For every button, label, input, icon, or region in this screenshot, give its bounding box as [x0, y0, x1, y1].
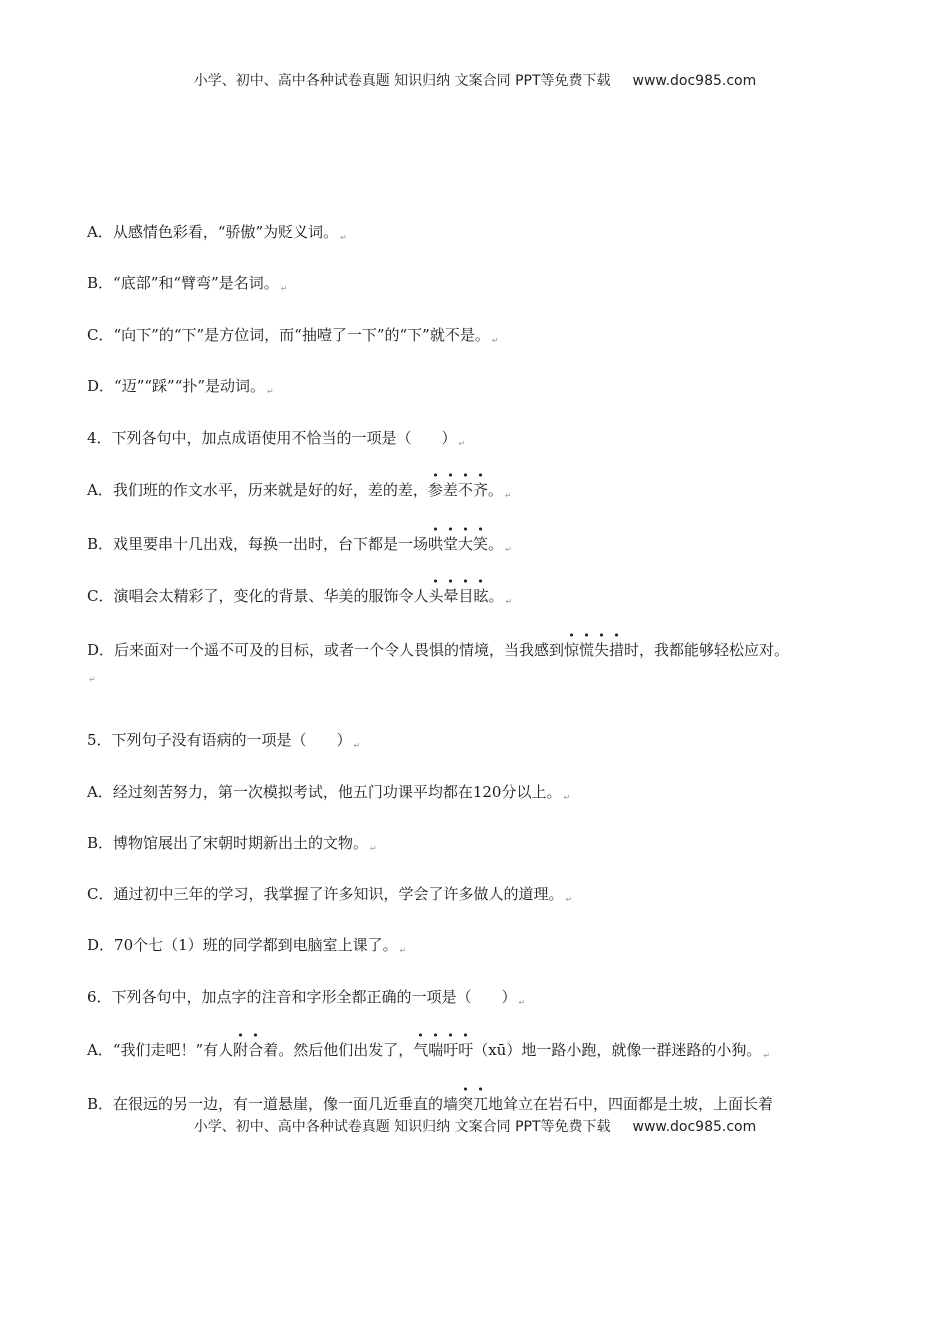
q6-option-b: B．在很远的另一边，有一道悬崖，像一面几近垂直的墙突兀地耸立在岩石中，四面都是土坡，上面长着: [87, 1095, 774, 1113]
q3-option-b: B．“底部”和“臂弯”是名词。 $_↵$: [87, 274, 288, 293]
paragraph-mark-icon: ↵: [267, 387, 274, 396]
dotted-word: 附合: [233, 1041, 264, 1059]
q4-option-d: D．后来面对一个遥不可及的目标，或者一个令人畏惧的情境，当我感到惊慌失措时，我都能够轻松应对。: [87, 641, 790, 659]
dotted-idiom: 哄堂大笑: [428, 535, 489, 553]
paragraph-mark-icon: ↵: [458, 439, 466, 448]
dotted-idiom: 参差不齐: [427, 481, 488, 499]
q3-option-c: C．“向下”的“下”是方位词，而“抽噎了一下”的“下”就不是。 $_↵$: [87, 326, 499, 345]
dotted-idiom: 头晕目眩: [428, 587, 489, 605]
q5-option-d: D．70个七（1）班的同学都到电脑室上课了。 $_↵$: [87, 936, 407, 955]
paragraph-mark-icon: ↵: [505, 545, 512, 554]
q5-option-b: B．博物馆展出了宋朝时期新出土的文物。 $_↵$: [87, 834, 377, 853]
q3-option-d: D．“迈”“踩”“扑”是动词。 $_↵$: [87, 377, 274, 396]
q5-stem: 5．下列句子没有语病的一项是（ ） $_↵$: [87, 731, 361, 750]
page-header: [0, 70, 950, 90]
paragraph-mark-icon: ↵: [399, 946, 407, 955]
paragraph-mark-icon: ↵: [504, 491, 512, 500]
dotted-word: 气喘吁吁: [413, 1041, 474, 1059]
paragraph-mark-icon: ↵: [340, 233, 347, 242]
q4-option-b: B．戏里要串十几出戏，每换一出时，台下都是一场哄堂大笑。 $_↵$: [87, 535, 512, 554]
dotted-idiom: 惊慌失措: [564, 641, 625, 659]
q6-option-a: A．“我们走吧！”有人附合着。然后他们出发了，气喘吁吁（xū）地一路小跑，就像一群迷路的小狗。 $_↵$: [87, 1041, 771, 1060]
q5-option-c: C．通过初中三年的学习，我掌握了许多知识，学会了许多做人的道理。 $_↵$: [87, 885, 573, 904]
q5-option-a: A．经过刻苦努力，第一次模拟考试，他五门功课平均都在120分以上。 $_↵$: [87, 783, 571, 802]
paragraph-mark-icon: ↵: [491, 336, 499, 345]
header-text: 小学、初中、高中各种试卷真题 知识归纳 文案合同 PPT等免费下载: [193, 73, 611, 89]
q4-option-d-end: [87, 664, 96, 690]
q3-option-a: A．从感情色彩看，“骄傲”为贬义词。 $_↵$: [87, 223, 347, 242]
dotted-word: 突兀: [458, 1095, 489, 1113]
paragraph-mark-icon: ↵: [505, 597, 513, 606]
paragraph-mark-icon: ↵: [563, 793, 571, 802]
paragraph-mark-icon: ↵: [565, 895, 573, 904]
paragraph-mark-icon: ↵: [280, 284, 288, 293]
page-footer: [0, 1116, 950, 1136]
q6-stem: 6．下列各句中，加点字的注音和字形全都正确的一项是（ ） $_↵$: [87, 988, 526, 1007]
q4-option-c: C．演唱会太精彩了，变化的背景、华美的服饰令人头晕目眩。 $_↵$: [87, 587, 513, 606]
q4-stem: 4．下列各句中，加点成语使用不恰当的一项是（ ） $_↵$: [87, 429, 466, 448]
q4-option-a: A．我们班的作文水平，历来就是好的好，差的差，参差不齐。 $_↵$: [87, 481, 512, 500]
footer-site: www.doc985.com: [632, 1119, 757, 1135]
paragraph-mark-icon: ↵: [89, 675, 96, 684]
paragraph-mark-icon: ↵: [353, 741, 361, 750]
paragraph-mark-icon: ↵: [763, 1051, 771, 1060]
footer-text: 小学、初中、高中各种试卷真题 知识归纳 文案合同 PPT等免费下载: [193, 1119, 611, 1135]
paragraph-mark-icon: ↵: [518, 998, 526, 1007]
paragraph-mark-icon: ↵: [370, 844, 377, 853]
header-site: www.doc985.com: [632, 73, 757, 89]
